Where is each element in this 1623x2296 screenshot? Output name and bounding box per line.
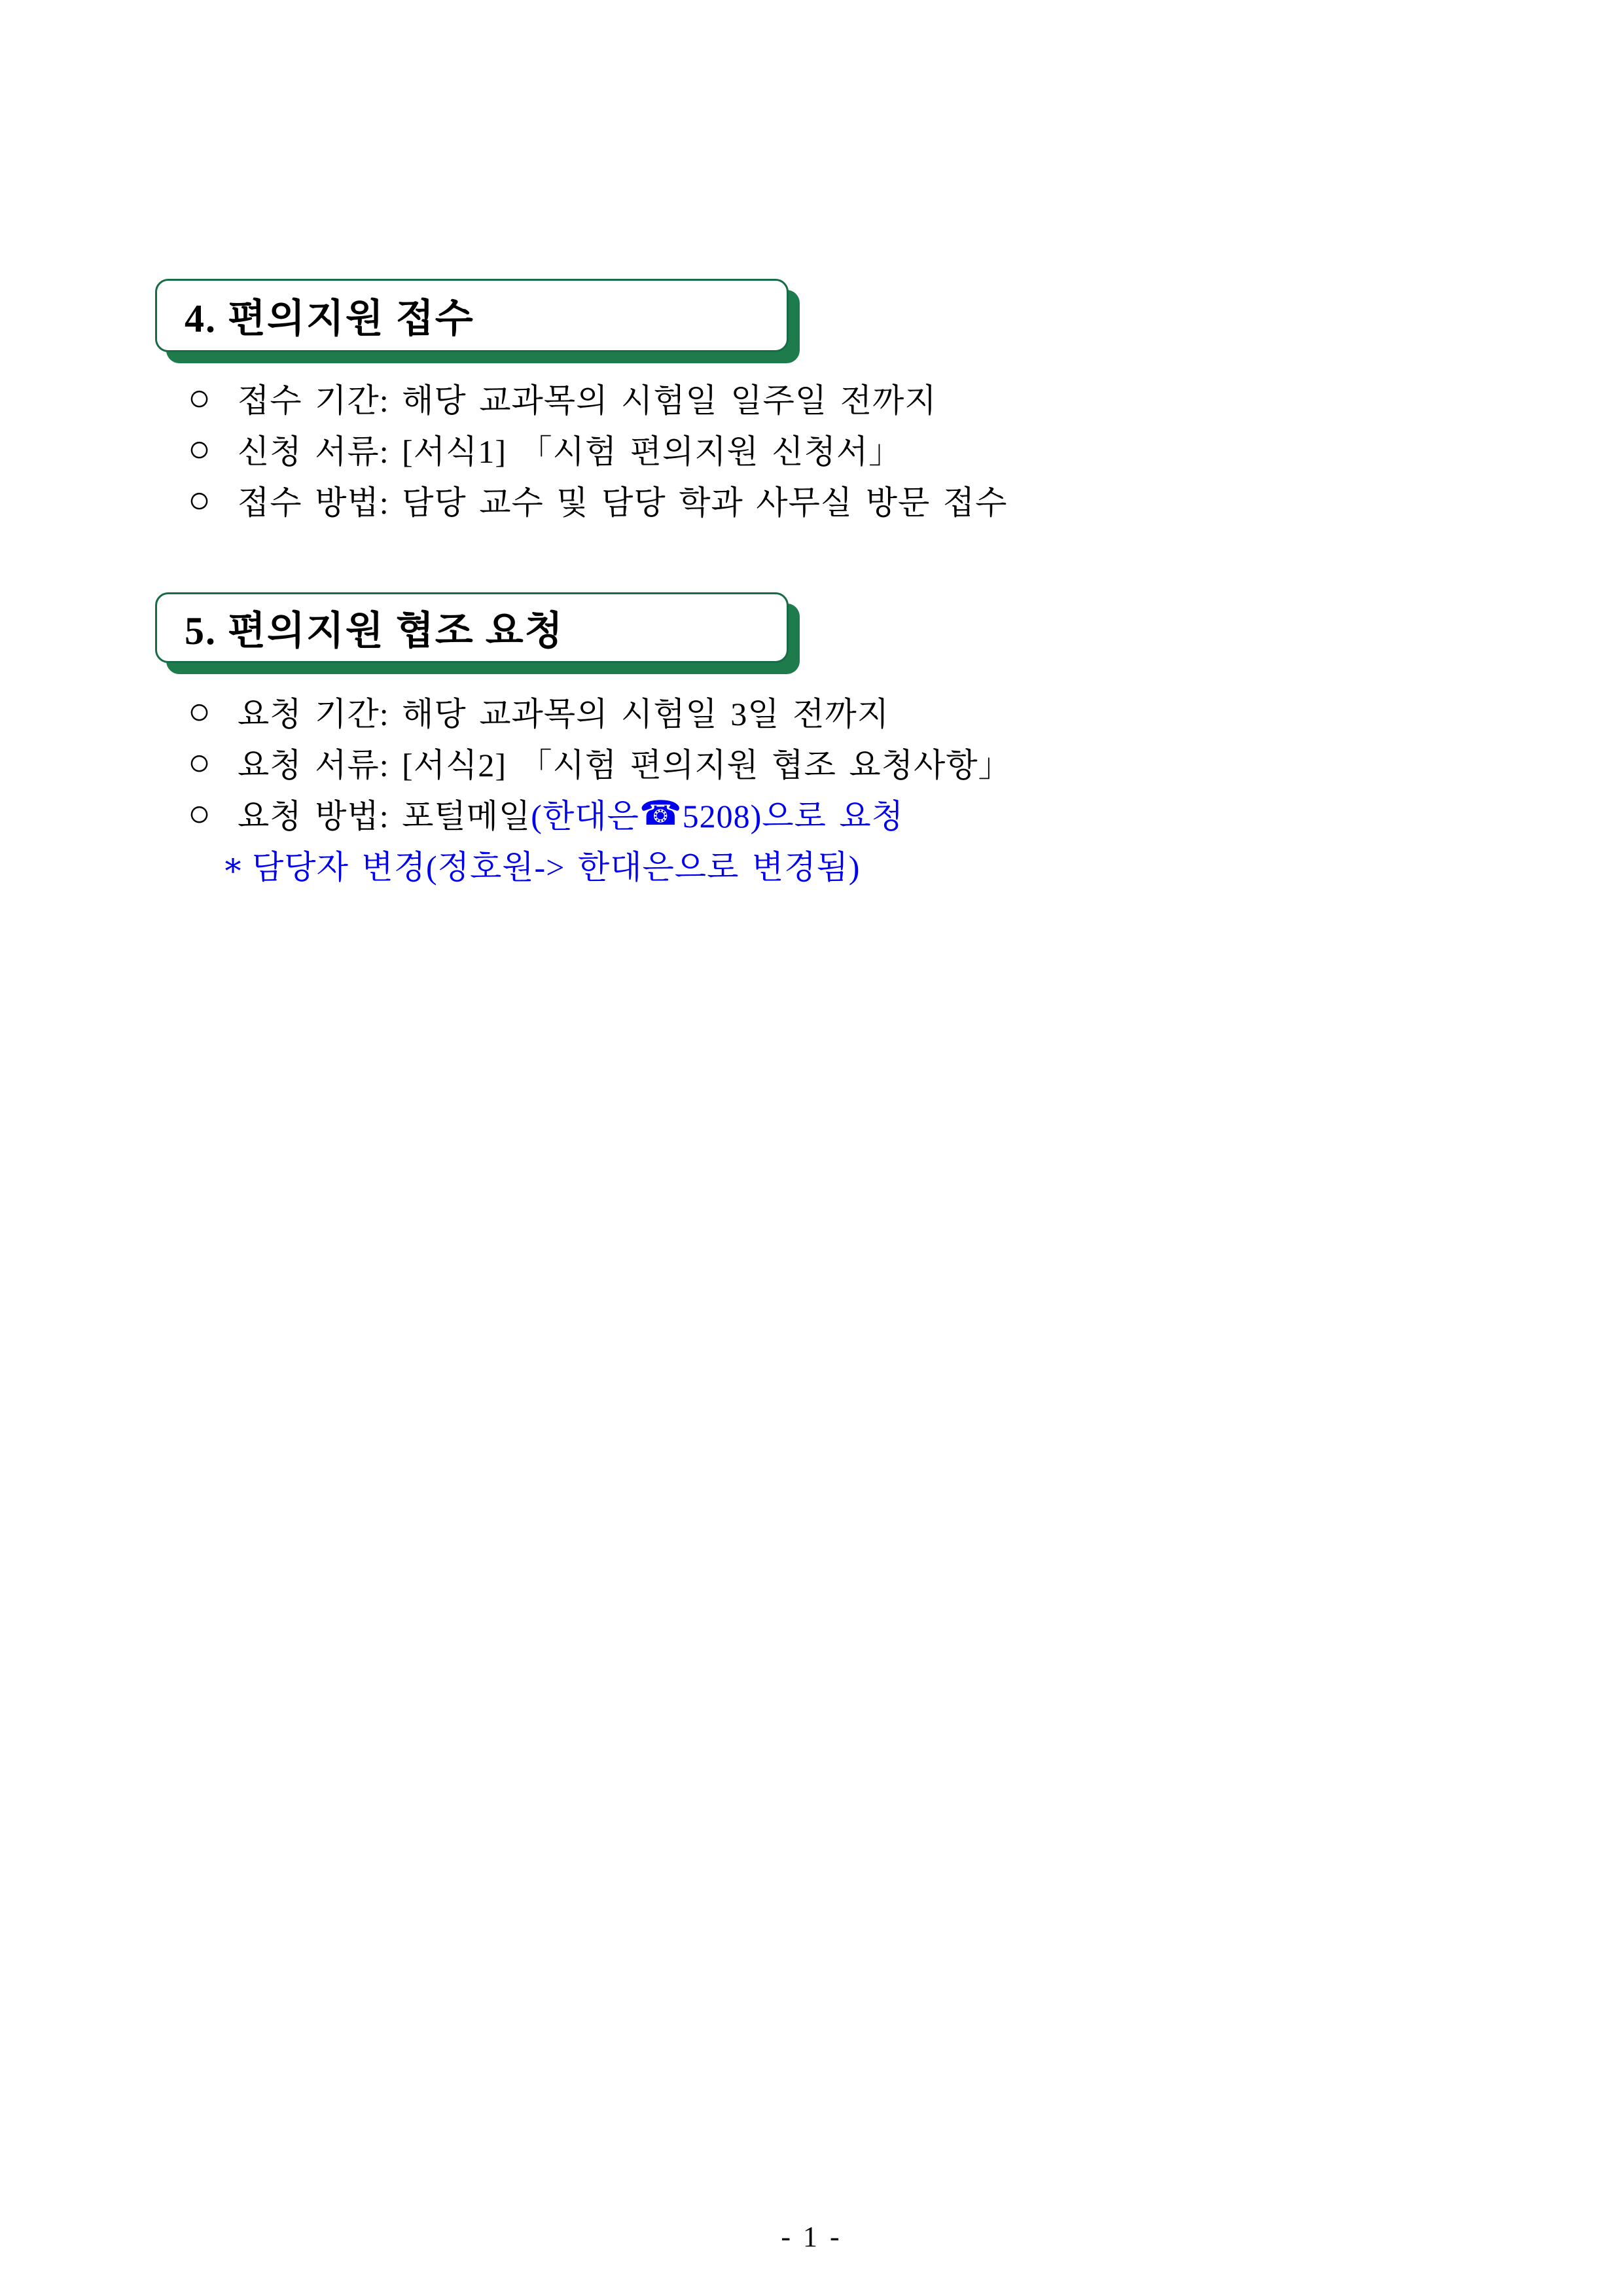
section-4-items: [0, 372, 1623, 526]
circle-bullet: ○: [188, 792, 212, 834]
page-number: - 1 -: [781, 2221, 842, 2253]
circle-bullet: ○: [188, 427, 212, 470]
list-item: [0, 372, 1623, 423]
section-5-header-box: [155, 592, 789, 663]
list-item: [0, 788, 1623, 839]
list-item-text: 접수 기간: 해당 교과목의 시험일 일주일 전까지: [238, 382, 937, 419]
circle-bullet: ○: [188, 741, 212, 783]
asterisk-bullet: ∗: [222, 846, 245, 883]
section-5-title: 5. 편의지원 협조 요청: [185, 609, 564, 653]
list-item-text: 접수 방법: 담당 교수 및 담당 학과 사무실 방문 접수: [238, 484, 1008, 521]
list-item-text: 요청 서류: [서식2] 「시험 편의지원 협조 요청사항」: [238, 747, 1012, 783]
circle-bullet: ○: [188, 690, 212, 732]
list-item: [0, 737, 1623, 788]
list-item-text: 요청 기간: 해당 교과목의 시험일 3일 전까지: [238, 696, 889, 732]
contact-text: (한대은: [531, 798, 639, 834]
list-item: [0, 475, 1623, 526]
section-4-title: 4. 편의지원 접수: [185, 297, 474, 340]
contact-text: 5208)으로 요청: [682, 798, 904, 834]
list-item: [0, 423, 1623, 475]
section-4-header-box: [155, 279, 789, 352]
circle-bullet: ○: [188, 376, 212, 419]
circle-bullet: ○: [188, 478, 212, 521]
note-text: 담당자 변경(정호원-> 한대은으로 변경됨): [252, 849, 861, 886]
list-item-text: 신청 서류: [서식1] 「시험 편의지원 신청서」: [238, 433, 902, 470]
list-item: [0, 686, 1623, 737]
phone-icon: ☎: [639, 794, 683, 833]
section-5-items: [0, 686, 1623, 890]
note-line: [0, 839, 1623, 890]
list-item-text: 요청 방법: 포털메일: [238, 798, 531, 834]
